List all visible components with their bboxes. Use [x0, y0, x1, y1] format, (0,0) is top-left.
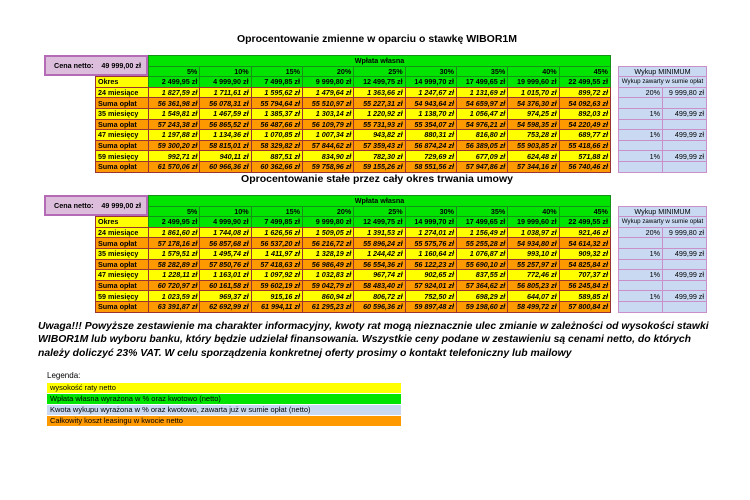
down-payment-amount-cell: 12 499,75 zł [353, 76, 405, 88]
value-cell: 899,72 zł [559, 87, 611, 99]
value-cell: 1 056,47 zł [456, 108, 508, 120]
value-cell: 56 986,49 zł [302, 259, 354, 271]
buyout-amount-cell: 9 999,80 zł [662, 87, 707, 99]
value-cell: 56 361,98 zł [148, 97, 200, 109]
value-cell: 55 255,28 zł [456, 237, 508, 249]
value-cell: 1 134,36 zł [199, 129, 251, 141]
value-cell: 1 303,14 zł [302, 108, 354, 120]
value-cell: 1 579,51 zł [148, 248, 200, 260]
value-cell: 55 690,10 zł [456, 259, 508, 271]
value-cell: 1 411,97 zł [251, 248, 303, 260]
percent-header-cell: 30% [405, 66, 457, 78]
down-payment-header: Wpłata własna [148, 55, 611, 67]
row-label: Suma opłat [95, 119, 149, 131]
value-cell: 806,72 zł [353, 290, 405, 302]
value-cell: 56 245,84 zł [559, 280, 611, 292]
down-payment-amount-cell: 22 499,55 zł [559, 76, 611, 88]
down-payment-amount-cell: 4 999,90 zł [199, 216, 251, 228]
value-cell: 967,74 zł [353, 269, 405, 281]
down-payment-amount-cell: 7 499,85 zł [251, 76, 303, 88]
value-cell: 974,25 zł [507, 108, 559, 120]
value-cell: 55 903,85 zł [507, 140, 559, 152]
value-cell: 54 659,97 zł [456, 97, 508, 109]
value-cell: 56 865,52 zł [199, 119, 251, 131]
value-cell: 56 805,23 zł [507, 280, 559, 292]
value-cell: 54 598,35 zł [507, 119, 559, 131]
value-cell: 57 924,01 zł [405, 280, 457, 292]
value-cell: 1 549,81 zł [148, 108, 200, 120]
value-cell: 1 023,59 zł [148, 290, 200, 302]
value-cell: 1 032,83 zł [302, 269, 354, 281]
percent-header-cell: 5% [148, 206, 200, 218]
percent-header-cell: 20% [302, 66, 354, 78]
value-cell: 1 744,08 zł [199, 227, 251, 239]
down-payment-amount-cell: 7 499,85 zł [251, 216, 303, 228]
value-cell: 57 418,63 zł [251, 259, 303, 271]
value-cell: 54 092,63 zł [559, 97, 611, 109]
value-cell: 55 575,76 zł [405, 237, 457, 249]
net-price-value: 49 999,00 zł [101, 200, 141, 210]
value-cell: 55 418,66 zł [559, 140, 611, 152]
down-payment-amount-cell: 14 999,70 zł [405, 216, 457, 228]
value-cell: 59 300,20 zł [148, 140, 200, 152]
buyout-percent-cell [618, 301, 663, 313]
percent-header-cell: 20% [302, 206, 354, 218]
row-label: Suma opłat [95, 237, 149, 249]
down-payment-amount-cell: 2 499,95 zł [148, 216, 200, 228]
value-cell: 1 070,85 zł [251, 129, 303, 141]
value-cell: 57 359,43 zł [353, 140, 405, 152]
value-cell: 54 614,32 zł [559, 237, 611, 249]
value-cell: 753,28 zł [507, 129, 559, 141]
value-cell: 834,90 zł [302, 150, 354, 162]
value-cell: 1 479,64 zł [302, 87, 354, 99]
percent-header-cell: 35% [456, 66, 508, 78]
buyout-percent-cell: 1% [618, 269, 663, 281]
value-cell: 1 197,88 zł [148, 129, 200, 141]
value-cell: 1 626,56 zł [251, 227, 303, 239]
buyout-subheader: Wykup zawarty w sumie opłat [618, 216, 707, 228]
legend-title: Legenda: [47, 371, 81, 380]
value-cell: 880,31 zł [405, 129, 457, 141]
down-payment-amount-cell: 9 999,80 zł [302, 76, 354, 88]
value-cell: 1 131,69 zł [456, 87, 508, 99]
value-cell: 61 994,11 zł [251, 301, 303, 313]
value-cell: 1 007,34 zł [302, 129, 354, 141]
buyout-amount-cell: 499,99 zł [662, 150, 707, 162]
value-cell: 969,37 zł [199, 290, 251, 302]
fixed-rate-table-title: Oprocentowanie stałe przez cały okres trwania umowy [241, 173, 513, 185]
buyout-amount-cell [662, 161, 707, 173]
value-cell: 707,37 zł [559, 269, 611, 281]
value-cell: 58 815,01 zł [199, 140, 251, 152]
value-cell: 1 220,92 zł [353, 108, 405, 120]
row-label: Suma opłat [95, 280, 149, 292]
variable-rate-table-title: Oprocentowanie zmienne w oparciu o stawkę WIBOR1M [236, 33, 518, 45]
legend-item: Wpłata własna wyrażona w % oraz kwotowo (netto) [47, 394, 401, 404]
buyout-amount-cell: 499,99 zł [662, 129, 707, 141]
down-payment-amount-cell: 12 499,75 zł [353, 216, 405, 228]
legend-items [47, 383, 401, 426]
net-price-box [44, 55, 148, 76]
value-cell: 1 038,97 zł [507, 227, 559, 239]
value-cell: 56 216,72 zł [302, 237, 354, 249]
value-cell: 1 467,59 zł [199, 108, 251, 120]
value-cell: 624,48 zł [507, 150, 559, 162]
value-cell: 58 282,89 zł [148, 259, 200, 271]
buyout-percent-cell: 20% [618, 227, 663, 239]
percent-header-cell: 30% [405, 206, 457, 218]
buyout-percent-cell: 1% [618, 108, 663, 120]
value-cell: 698,29 zł [456, 290, 508, 302]
net-price-box [44, 195, 148, 216]
percent-header-cell: 10% [199, 206, 251, 218]
value-cell: 54 220,49 zł [559, 119, 611, 131]
row-label: Suma opłat [95, 97, 149, 109]
percent-header-cell: 15% [251, 206, 303, 218]
row-label: 24 miesiące [95, 87, 149, 99]
percent-header-cell: 45% [559, 66, 611, 78]
value-cell: 860,94 zł [302, 290, 354, 302]
value-cell: 56 078,31 zł [199, 97, 251, 109]
buyout-percent-cell: 1% [618, 290, 663, 302]
value-cell: 589,85 zł [559, 290, 611, 302]
percent-header-cell: 15% [251, 66, 303, 78]
value-cell: 902,65 zł [405, 269, 457, 281]
buyout-amount-cell: 499,99 zł [662, 269, 707, 281]
value-cell: 1 711,61 zł [199, 87, 251, 99]
value-cell: 61 570,06 zł [148, 161, 200, 173]
row-label: Suma opłat [95, 161, 149, 173]
percent-header-cell: 25% [353, 206, 405, 218]
value-cell: 60 161,58 zł [199, 280, 251, 292]
value-cell: 57 850,76 zł [199, 259, 251, 271]
value-cell: 1 495,74 zł [199, 248, 251, 260]
row-label: Okres [95, 76, 149, 88]
row-label: 59 miesięcy [95, 290, 149, 302]
value-cell: 55 354,07 zł [405, 119, 457, 131]
value-cell: 59 602,19 zł [251, 280, 303, 292]
value-cell: 56 389,05 zł [456, 140, 508, 152]
legend-item: Całkowity koszt leasingu w kwocie netto [47, 416, 401, 426]
buyout-percent-cell: 1% [618, 129, 663, 141]
value-cell: 55 227,31 zł [353, 97, 405, 109]
value-cell: 60 966,36 zł [199, 161, 251, 173]
row-label: 35 miesięcy [95, 108, 149, 120]
value-cell: 689,77 zł [559, 129, 611, 141]
percent-header-cell: 40% [507, 66, 559, 78]
value-cell: 1 363,66 zł [353, 87, 405, 99]
value-cell: 55 731,93 zł [353, 119, 405, 131]
percent-header-cell: 5% [148, 66, 200, 78]
down-payment-amount-cell: 9 999,80 zł [302, 216, 354, 228]
value-cell: 58 551,56 zł [405, 161, 457, 173]
value-cell: 56 874,24 zł [405, 140, 457, 152]
value-cell: 61 295,23 zł [302, 301, 354, 313]
row-label: Suma opłat [95, 140, 149, 152]
value-cell: 940,11 zł [199, 150, 251, 162]
down-payment-amount-cell: 2 499,95 zł [148, 76, 200, 88]
value-cell: 59 198,60 zł [456, 301, 508, 313]
percent-header-cell: 45% [559, 206, 611, 218]
legend [47, 371, 401, 427]
value-cell: 1 244,42 zł [353, 248, 405, 260]
buyout-subheader: Wykup zawarty w sumie opłat [618, 76, 707, 88]
buyout-percent-cell: 1% [618, 150, 663, 162]
value-cell: 729,69 zł [405, 150, 457, 162]
value-cell: 57 947,86 zł [456, 161, 508, 173]
value-cell: 57 243,38 zł [148, 119, 200, 131]
value-cell: 57 344,16 zł [507, 161, 559, 173]
value-cell: 1 156,49 zł [456, 227, 508, 239]
row-label: 47 miesięcy [95, 269, 149, 281]
value-cell: 1 228,11 zł [148, 269, 200, 281]
value-cell: 57 844,62 zł [302, 140, 354, 152]
value-cell: 63 391,87 zł [148, 301, 200, 313]
value-cell: 56 109,79 zł [302, 119, 354, 131]
down-payment-header: Wpłata własna [148, 195, 611, 207]
buyout-amount-cell: 499,99 zł [662, 108, 707, 120]
value-cell: 1 827,59 zł [148, 87, 200, 99]
value-cell: 644,07 zł [507, 290, 559, 302]
value-cell: 1 138,70 zł [405, 108, 457, 120]
buyout-header: Wykup MINIMUM [618, 66, 707, 78]
buyout-amount-cell: 499,99 zł [662, 290, 707, 302]
down-payment-amount-cell: 14 999,70 zł [405, 76, 457, 88]
value-cell: 1 247,67 zł [405, 87, 457, 99]
buyout-percent-cell [618, 161, 663, 173]
value-cell: 992,71 zł [148, 150, 200, 162]
row-label: Suma opłat [95, 301, 149, 313]
value-cell: 752,50 zł [405, 290, 457, 302]
value-cell: 56 740,46 zł [559, 161, 611, 173]
value-cell: 921,46 zł [559, 227, 611, 239]
value-cell: 909,32 zł [559, 248, 611, 260]
value-cell: 57 178,16 zł [148, 237, 200, 249]
value-cell: 56 554,36 zł [353, 259, 405, 271]
row-label: Okres [95, 216, 149, 228]
value-cell: 837,55 zł [456, 269, 508, 281]
value-cell: 56 122,23 zł [405, 259, 457, 271]
net-price-label: Cena netto: [54, 200, 94, 210]
value-cell: 60 596,36 zł [353, 301, 405, 313]
buyout-header: Wykup MINIMUM [618, 206, 707, 218]
value-cell: 58 329,82 zł [251, 140, 303, 152]
value-cell: 60 362,66 zł [251, 161, 303, 173]
value-cell: 1 274,01 zł [405, 227, 457, 239]
row-label: 47 miesięcy [95, 129, 149, 141]
legend-item: wysokość raty netto [47, 383, 401, 393]
value-cell: 54 934,80 zł [507, 237, 559, 249]
value-cell: 1 015,70 zł [507, 87, 559, 99]
value-cell: 57 800,84 zł [559, 301, 611, 313]
value-cell: 56 857,68 zł [199, 237, 251, 249]
row-label: 24 miesiące [95, 227, 149, 239]
variable-rate-table [44, 55, 707, 173]
down-payment-amount-cell: 22 499,55 zł [559, 216, 611, 228]
down-payment-amount-cell: 19 999,60 zł [507, 76, 559, 88]
value-cell: 1 509,05 zł [302, 227, 354, 239]
value-cell: 943,82 zł [353, 129, 405, 141]
value-cell: 59 042,79 zł [302, 280, 354, 292]
value-cell: 54 976,21 zł [456, 119, 508, 131]
value-cell: 1 385,37 zł [251, 108, 303, 120]
value-cell: 54 376,30 zł [507, 97, 559, 109]
down-payment-amount-cell: 19 999,60 zł [507, 216, 559, 228]
value-cell: 59 897,48 zł [405, 301, 457, 313]
value-cell: 915,16 zł [251, 290, 303, 302]
value-cell: 887,51 zł [251, 150, 303, 162]
row-label: 59 miesięcy [95, 150, 149, 162]
percent-header-cell: 25% [353, 66, 405, 78]
row-label: Suma opłat [95, 259, 149, 271]
value-cell: 1 160,64 zł [405, 248, 457, 260]
value-cell: 1 076,87 zł [456, 248, 508, 260]
row-label: 35 miesięcy [95, 248, 149, 260]
value-cell: 56 537,20 zł [251, 237, 303, 249]
value-cell: 1 328,19 zł [302, 248, 354, 260]
value-cell: 677,09 zł [456, 150, 508, 162]
value-cell: 1 391,53 zł [353, 227, 405, 239]
percent-header-cell: 40% [507, 206, 559, 218]
value-cell: 571,88 zł [559, 150, 611, 162]
value-cell: 782,30 zł [353, 150, 405, 162]
value-cell: 54 943,64 zł [405, 97, 457, 109]
value-cell: 993,10 zł [507, 248, 559, 260]
value-cell: 59 758,96 zł [302, 161, 354, 173]
fixed-rate-table [44, 195, 707, 313]
value-cell: 55 794,64 zł [251, 97, 303, 109]
buyout-percent-cell: 1% [618, 248, 663, 260]
value-cell: 816,80 zł [456, 129, 508, 141]
value-cell: 57 364,62 zł [456, 280, 508, 292]
value-cell: 772,46 zł [507, 269, 559, 281]
value-cell: 1 097,92 zł [251, 269, 303, 281]
buyout-percent-cell: 20% [618, 87, 663, 99]
value-cell: 59 155,26 zł [353, 161, 405, 173]
value-cell: 892,03 zł [559, 108, 611, 120]
disclaimer-text: Uwaga!!! Powyższe zestawienie ma charakter informacyjny, kwoty rat mogą nieznacznie ulec zmianie w zależności od wysokości stawki WIBOR1M lub wyboru banku, który będzie udzielał finansowania. Wszystkie ceny podane w zestawieniu są cenami netto, do których należy doliczyć 23% VAT. W celu sporządzenia konkretnej oferty prosimy o kontakt telefoniczny lub mailowy [38, 321, 709, 359]
value-cell: 1 595,62 zł [251, 87, 303, 99]
value-cell: 55 257,97 zł [507, 259, 559, 271]
value-cell: 1 163,01 zł [199, 269, 251, 281]
percent-header-cell: 35% [456, 206, 508, 218]
down-payment-amount-cell: 4 999,90 zł [199, 76, 251, 88]
value-cell: 58 499,72 zł [507, 301, 559, 313]
down-payment-amount-cell: 17 499,65 zł [456, 216, 508, 228]
value-cell: 58 483,40 zł [353, 280, 405, 292]
net-price-value: 49 999,00 zł [101, 60, 141, 70]
buyout-amount-cell [662, 301, 707, 313]
value-cell: 1 861,60 zł [148, 227, 200, 239]
net-price-label: Cena netto: [54, 60, 94, 70]
value-cell: 55 510,97 zł [302, 97, 354, 109]
legend-item: Kwota wykupu wyrażona w % oraz kwotowo, zawarta już w sumie opłat (netto) [47, 405, 401, 415]
buyout-amount-cell: 9 999,80 zł [662, 227, 707, 239]
value-cell: 60 720,97 zł [148, 280, 200, 292]
down-payment-amount-cell: 17 499,65 zł [456, 76, 508, 88]
value-cell: 54 825,84 zł [559, 259, 611, 271]
value-cell: 55 896,24 zł [353, 237, 405, 249]
buyout-amount-cell: 499,99 zł [662, 248, 707, 260]
value-cell: 62 692,99 zł [199, 301, 251, 313]
percent-header-cell: 10% [199, 66, 251, 78]
value-cell: 56 487,66 zł [251, 119, 303, 131]
